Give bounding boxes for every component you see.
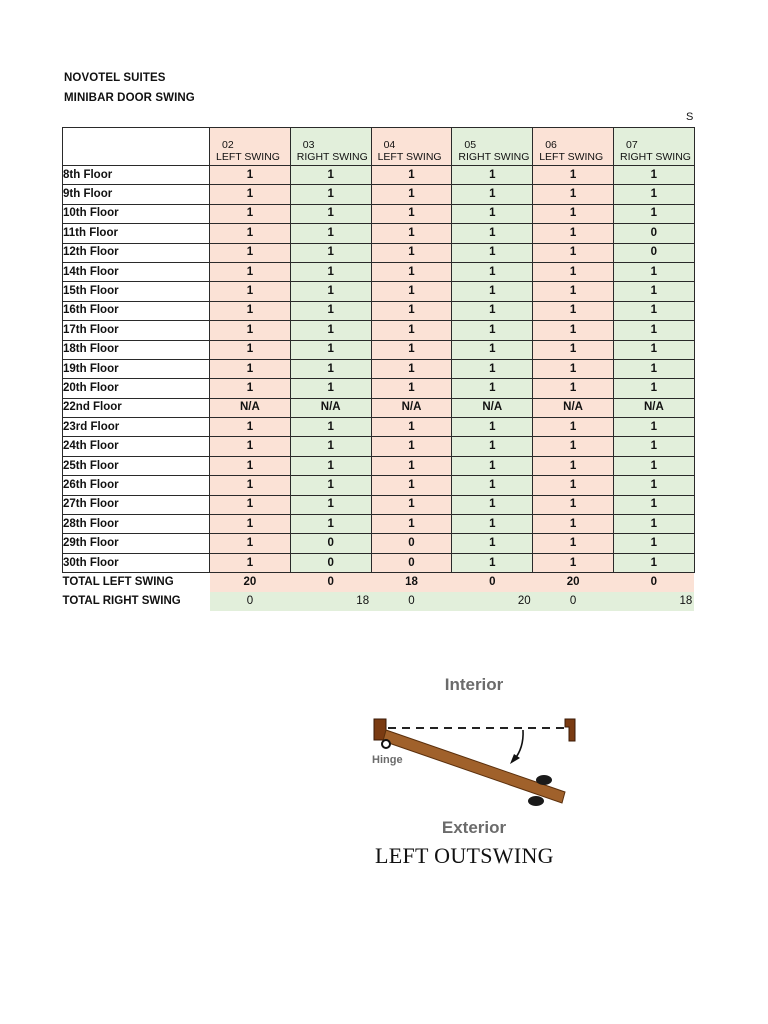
swing-count-cell: N/A xyxy=(290,398,371,417)
col-number: 07 xyxy=(625,139,638,151)
col-number: 02 xyxy=(222,139,234,151)
col-number: 06 xyxy=(545,139,557,151)
swing-count-cell: 1 xyxy=(210,301,291,320)
swing-count-cell: 1 xyxy=(371,359,452,378)
floor-label: 18th Floor xyxy=(63,340,210,359)
swing-count-cell: 1 xyxy=(613,379,694,398)
swing-count-cell: 1 xyxy=(452,166,533,185)
total-left-cell: 20 xyxy=(533,573,614,593)
swing-count-cell: 1 xyxy=(290,224,371,243)
swing-count-cell: 1 xyxy=(452,204,533,223)
swing-count-cell: 1 xyxy=(210,185,291,204)
floor-label: 22nd Floor xyxy=(63,398,210,417)
swing-count-cell: 1 xyxy=(210,359,291,378)
floor-label: 9th Floor xyxy=(63,185,210,204)
swing-count-cell: 1 xyxy=(290,495,371,514)
swing-count-cell: 1 xyxy=(533,456,614,475)
floor-label: 23rd Floor xyxy=(63,418,210,437)
col-header-04 xyxy=(371,128,452,166)
swing-count-cell: 1 xyxy=(452,456,533,475)
swing-count-cell: 0 xyxy=(613,243,694,262)
table-row xyxy=(63,166,695,185)
swing-count-cell: N/A xyxy=(533,398,614,417)
floor-label: 11th Floor xyxy=(63,224,210,243)
swing-count-cell: 1 xyxy=(371,515,452,534)
total-right-label: TOTAL RIGHT SWING xyxy=(63,592,210,611)
swing-count-cell: 1 xyxy=(613,262,694,281)
table-row xyxy=(63,301,695,320)
swing-count-cell: 1 xyxy=(371,282,452,301)
interior-label: Interior xyxy=(444,675,504,694)
swing-count-cell: 1 xyxy=(210,456,291,475)
swing-count-cell: 1 xyxy=(452,262,533,281)
swing-count-cell: 1 xyxy=(533,185,614,204)
right-jamb xyxy=(565,719,575,741)
table-row xyxy=(63,515,695,534)
floor-label: 14th Floor xyxy=(63,262,210,281)
swing-count-cell: 1 xyxy=(371,185,452,204)
total-left-cell: 20 xyxy=(210,573,291,593)
total-right-cell: 20 xyxy=(452,592,533,611)
swing-count-cell: 1 xyxy=(290,166,371,185)
swing-count-cell: 1 xyxy=(452,185,533,204)
table-row xyxy=(63,282,695,301)
hinge-pin xyxy=(382,740,390,748)
title-line-2: MINIBAR DOOR SWING xyxy=(64,92,195,104)
swing-count-cell: 1 xyxy=(210,340,291,359)
floor-label: 10th Floor xyxy=(63,204,210,223)
swing-count-cell: 1 xyxy=(533,301,614,320)
swing-count-cell: 1 xyxy=(533,515,614,534)
table-row xyxy=(63,243,695,262)
swing-count-cell: 1 xyxy=(371,321,452,340)
total-right-cell: 0 xyxy=(210,592,291,611)
floor-label: 26th Floor xyxy=(63,476,210,495)
table-row xyxy=(63,379,695,398)
swing-count-cell: 1 xyxy=(452,379,533,398)
floor-label: 30th Floor xyxy=(63,553,210,572)
floor-label: 25th Floor xyxy=(63,456,210,475)
table-row xyxy=(63,340,695,359)
swing-count-cell: 1 xyxy=(290,204,371,223)
swing-count-cell: 1 xyxy=(290,515,371,534)
swing-count-cell: 0 xyxy=(371,553,452,572)
swing-count-cell: 1 xyxy=(290,262,371,281)
swing-count-cell: 1 xyxy=(533,495,614,514)
total-left-cell: 0 xyxy=(452,573,533,593)
swing-count-cell: 1 xyxy=(371,418,452,437)
door-leaf xyxy=(383,730,565,803)
swing-count-cell: 1 xyxy=(210,515,291,534)
floor-label: 19th Floor xyxy=(63,359,210,378)
swing-count-cell: N/A xyxy=(452,398,533,417)
swing-count-cell: 1 xyxy=(371,476,452,495)
swing-count-cell: 1 xyxy=(371,301,452,320)
swing-count-cell: N/A xyxy=(371,398,452,417)
table-row xyxy=(63,185,695,204)
swing-count-cell: 1 xyxy=(613,340,694,359)
col-label: LEFT SWING xyxy=(539,151,604,163)
swing-count-cell: 1 xyxy=(210,418,291,437)
swing-count-cell: 1 xyxy=(452,282,533,301)
table-row xyxy=(63,456,695,475)
table-row xyxy=(63,224,695,243)
table-header-row xyxy=(63,128,695,166)
floor-label: 27th Floor xyxy=(63,495,210,514)
swing-count-cell: 1 xyxy=(210,553,291,572)
swing-count-cell: 1 xyxy=(613,495,694,514)
swing-count-cell: 1 xyxy=(452,321,533,340)
swing-count-cell: 1 xyxy=(533,262,614,281)
swing-count-cell: 0 xyxy=(290,553,371,572)
swing-count-cell: 1 xyxy=(290,379,371,398)
table-row xyxy=(63,553,695,572)
floor-label: 16th Floor xyxy=(63,301,210,320)
swing-count-cell: 1 xyxy=(210,321,291,340)
swing-count-cell: 1 xyxy=(371,437,452,456)
total-left-cell: 0 xyxy=(290,573,371,593)
swing-count-cell: 1 xyxy=(613,282,694,301)
door-swing-table xyxy=(62,127,695,611)
swing-count-cell: 1 xyxy=(613,418,694,437)
swing-count-cell: 1 xyxy=(290,321,371,340)
swing-count-cell: 1 xyxy=(210,282,291,301)
swing-count-cell: 1 xyxy=(290,476,371,495)
swing-count-cell: 1 xyxy=(533,379,614,398)
swing-count-cell: 1 xyxy=(533,166,614,185)
swing-count-cell: 1 xyxy=(613,553,694,572)
swing-count-cell: 1 xyxy=(613,321,694,340)
swing-count-cell: 1 xyxy=(452,224,533,243)
swing-count-cell: 1 xyxy=(210,262,291,281)
swing-count-cell: 1 xyxy=(613,437,694,456)
total-left-cell: 0 xyxy=(613,573,694,593)
table-row xyxy=(63,437,695,456)
swing-count-cell: N/A xyxy=(613,398,694,417)
col-label: LEFT SWING xyxy=(377,151,442,163)
swing-count-cell: 1 xyxy=(210,166,291,185)
swing-count-cell: 1 xyxy=(452,243,533,262)
swing-count-cell: 1 xyxy=(452,418,533,437)
swing-count-cell: 1 xyxy=(452,476,533,495)
swing-count-cell: 1 xyxy=(210,204,291,223)
total-right-swing-row xyxy=(63,592,695,611)
swing-count-cell: 1 xyxy=(371,166,452,185)
swing-count-cell: 1 xyxy=(290,359,371,378)
col-header-07 xyxy=(613,128,694,166)
swing-count-cell: 1 xyxy=(290,282,371,301)
col-number: 03 xyxy=(302,139,315,151)
table-row xyxy=(63,262,695,281)
table-row xyxy=(63,418,695,437)
swing-count-cell: 1 xyxy=(533,553,614,572)
swing-count-cell: 1 xyxy=(533,534,614,553)
swing-count-cell: 1 xyxy=(290,418,371,437)
swing-count-cell: 1 xyxy=(210,224,291,243)
swing-count-cell: 1 xyxy=(452,340,533,359)
swing-count-cell: 1 xyxy=(371,340,452,359)
table-row xyxy=(63,476,695,495)
floor-label: 29th Floor xyxy=(63,534,210,553)
swing-count-cell: 1 xyxy=(452,515,533,534)
col-header-03 xyxy=(290,128,371,166)
swing-count-cell: 1 xyxy=(290,437,371,456)
floor-label: 17th Floor xyxy=(63,321,210,340)
total-left-swing-row xyxy=(63,573,695,593)
swing-count-cell: 1 xyxy=(613,456,694,475)
swing-count-cell: 1 xyxy=(613,185,694,204)
swing-count-cell: 1 xyxy=(533,340,614,359)
swing-count-cell: 1 xyxy=(452,359,533,378)
swing-count-cell: 1 xyxy=(452,437,533,456)
swing-count-cell: 1 xyxy=(371,224,452,243)
swing-count-cell: 1 xyxy=(613,515,694,534)
swing-count-cell: 1 xyxy=(613,166,694,185)
col-header-06 xyxy=(533,128,614,166)
title-line-1: NOVOTEL SUITES xyxy=(64,72,166,84)
swing-count-cell: 1 xyxy=(290,301,371,320)
floor-label: 12th Floor xyxy=(63,243,210,262)
swing-count-cell: 1 xyxy=(452,553,533,572)
swing-count-cell: 1 xyxy=(533,359,614,378)
floor-label: 15th Floor xyxy=(63,282,210,301)
swing-count-cell: 1 xyxy=(533,282,614,301)
col-header-02 xyxy=(210,128,291,166)
swing-count-cell: 1 xyxy=(371,456,452,475)
total-right-cell: 0 xyxy=(533,592,614,611)
swing-count-cell: 1 xyxy=(371,495,452,514)
swing-count-cell: 1 xyxy=(613,476,694,495)
swing-count-cell: 1 xyxy=(290,456,371,475)
col-number: 04 xyxy=(383,139,396,151)
swing-count-cell: 1 xyxy=(290,340,371,359)
total-left-cell: 18 xyxy=(371,573,452,593)
table-row xyxy=(63,359,695,378)
swing-count-cell: 1 xyxy=(533,418,614,437)
floor-label: 24th Floor xyxy=(63,437,210,456)
swing-count-cell: 1 xyxy=(210,243,291,262)
col-label: RIGHT SWING xyxy=(619,151,691,163)
swing-count-cell: 1 xyxy=(210,476,291,495)
swing-count-cell: 0 xyxy=(290,534,371,553)
total-right-cell: 18 xyxy=(290,592,371,611)
swing-count-cell: 1 xyxy=(371,379,452,398)
swing-count-cell: 1 xyxy=(210,379,291,398)
swing-count-cell: 1 xyxy=(533,437,614,456)
swing-count-cell: 1 xyxy=(210,437,291,456)
total-left-label: TOTAL LEFT SWING xyxy=(63,573,210,593)
swing-count-cell: 1 xyxy=(613,204,694,223)
swing-count-cell: 1 xyxy=(290,185,371,204)
diagram-caption: LEFT OUTSWING xyxy=(375,843,554,868)
swing-count-cell: 1 xyxy=(371,204,452,223)
swing-count-cell: 0 xyxy=(613,224,694,243)
floor-label: 8th Floor xyxy=(63,166,210,185)
swing-count-cell: 1 xyxy=(210,495,291,514)
swing-count-cell: 1 xyxy=(533,243,614,262)
total-right-cell: 18 xyxy=(613,592,694,611)
col-label: RIGHT SWING xyxy=(296,151,368,163)
swing-count-cell: 1 xyxy=(452,534,533,553)
table-row xyxy=(63,204,695,223)
swing-count-cell: N/A xyxy=(210,398,291,417)
table-row xyxy=(63,398,695,417)
swing-count-cell: 1 xyxy=(371,262,452,281)
swing-count-cell: 1 xyxy=(452,301,533,320)
col-number: 05 xyxy=(464,139,477,151)
swing-count-cell: 1 xyxy=(613,301,694,320)
swing-arrow-head xyxy=(510,754,520,764)
total-right-cell: 0 xyxy=(371,592,452,611)
sheet-mark: S xyxy=(686,111,694,123)
swing-count-cell: 1 xyxy=(613,534,694,553)
door-handle-bottom xyxy=(528,796,544,806)
hinge-label: Hinge xyxy=(372,754,403,766)
header-corner-cell xyxy=(63,128,210,166)
exterior-label: Exterior xyxy=(441,818,507,837)
floor-label: 28th Floor xyxy=(63,515,210,534)
swing-count-cell: 1 xyxy=(290,243,371,262)
swing-count-cell: 1 xyxy=(533,476,614,495)
door-handle-top xyxy=(536,775,552,785)
swing-count-cell: 0 xyxy=(371,534,452,553)
swing-count-cell: 1 xyxy=(613,359,694,378)
swing-count-cell: 1 xyxy=(452,495,533,514)
table-row xyxy=(63,534,695,553)
col-label: LEFT SWING xyxy=(216,151,280,163)
table-row xyxy=(63,495,695,514)
col-label: RIGHT SWING xyxy=(458,151,530,163)
table-row xyxy=(63,321,695,340)
swing-count-cell: 1 xyxy=(533,224,614,243)
swing-count-cell: 1 xyxy=(210,534,291,553)
swing-count-cell: 1 xyxy=(371,243,452,262)
col-header-05 xyxy=(452,128,533,166)
swing-count-cell: 1 xyxy=(533,204,614,223)
swing-count-cell: 1 xyxy=(533,321,614,340)
floor-label: 20th Floor xyxy=(63,379,210,398)
